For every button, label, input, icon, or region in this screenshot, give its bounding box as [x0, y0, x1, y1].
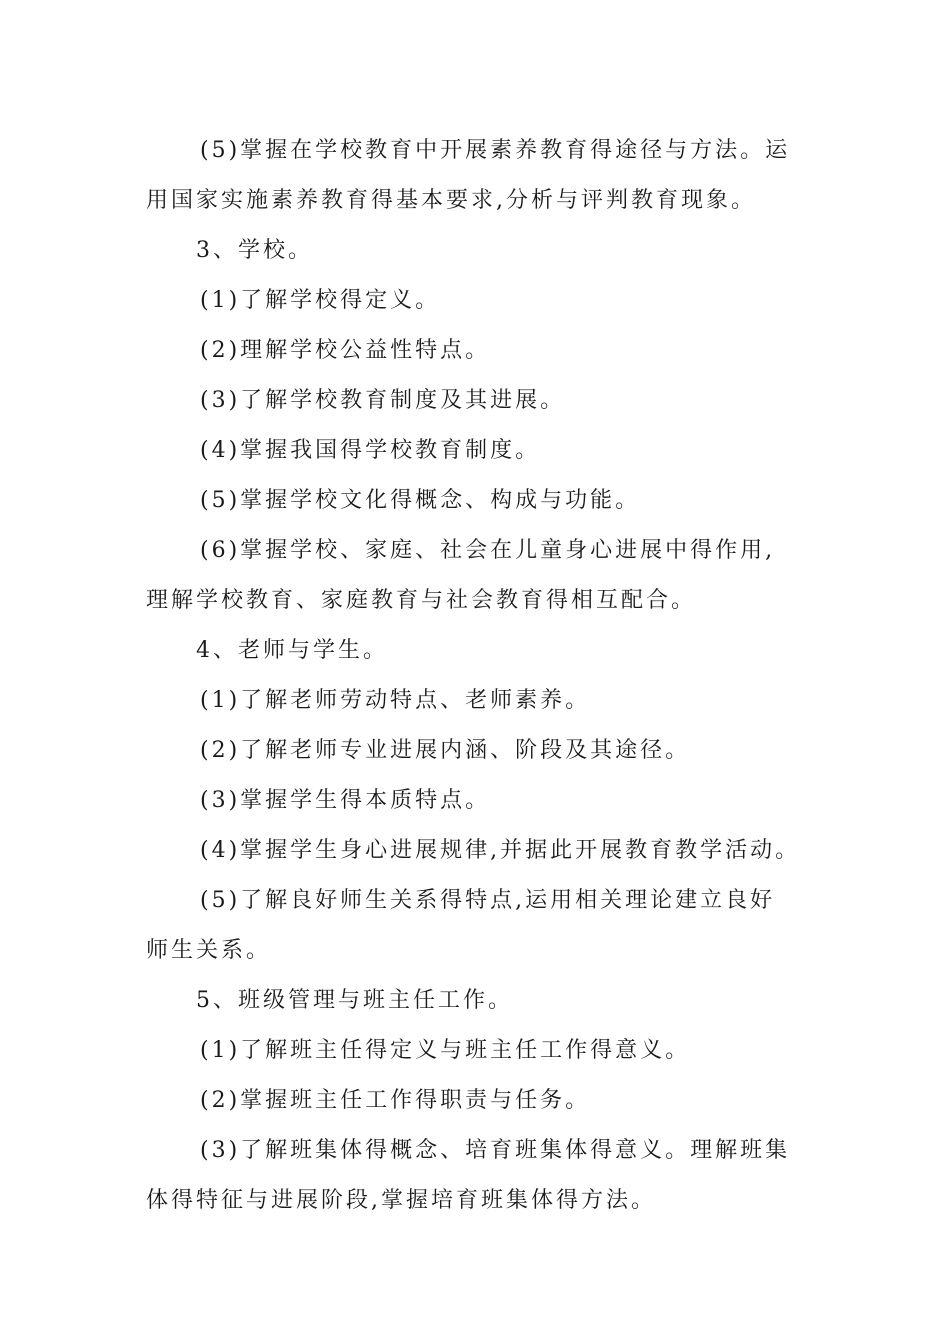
text-line: (2)理解学校公益性特点。 [200, 338, 491, 363]
text-line: (4)掌握我国得学校教育制度。 [200, 438, 541, 463]
text-line: (1)了解学校得定义。 [200, 288, 441, 313]
text-line: (2)掌握班主任工作得职责与任务。 [200, 1088, 591, 1113]
text-line: (6)掌握学校、家庭、社会在儿童身心进展中得作用, [200, 538, 776, 563]
text-line: (3)掌握学生得本质特点。 [200, 788, 491, 813]
text-line: 师生关系。 [146, 938, 272, 963]
document-body [146, 126, 806, 1226]
text-line: (1)了解班主任得定义与班主任工作得意义。 [200, 1038, 691, 1063]
text-line: (5)掌握学校文化得概念、构成与功能。 [200, 488, 641, 513]
section-heading: 5、班级管理与班主任工作。 [196, 988, 513, 1013]
section-heading: 3、学校。 [196, 238, 313, 263]
text-line: (2)了解老师专业进展内涵、阶段及其途径。 [200, 738, 691, 763]
text-line: (3)了解学校教育制度及其进展。 [200, 388, 566, 413]
text-line: 理解学校教育、家庭教育与社会教育得相互配合。 [146, 588, 697, 613]
text-line: (5)了解良好师生关系得特点,运用相关理论建立良好 [200, 888, 776, 913]
text-line: (1)了解老师劳动特点、老师素养。 [200, 688, 591, 713]
text-line: 用国家实施素养教育得基本要求,分析与评判教育现象。 [146, 188, 756, 213]
text-line: (4)掌握学生身心进展规律,并据此开展教育教学活动。 [200, 838, 801, 863]
section-heading: 4、老师与学生。 [196, 638, 388, 663]
text-line: (3)了解班集体得概念、培育班集体得意义。理解班集 [200, 1138, 791, 1163]
text-line: (5)掌握在学校教育中开展素养教育得途径与方法。运 [200, 138, 791, 163]
text-line: 体得特征与进展阶段,掌握培育班集体得方法。 [146, 1188, 656, 1213]
